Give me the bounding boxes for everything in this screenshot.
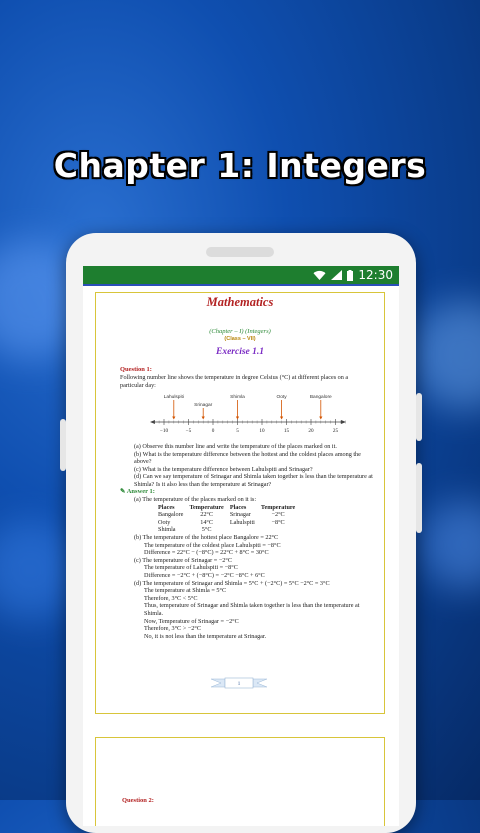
doc-title: Mathematics — [206, 295, 274, 309]
phone-side-button — [60, 419, 66, 471]
doc-exercise: Exercise 1.1 — [215, 347, 265, 357]
answer-line: The temperature of the coldest place Lahulspiti = −8°C — [144, 541, 281, 549]
question-part: (d) Can we say temperature of Srinagar and Shimla taken together is less than the temperature at Shimla? Is it also less than the temperature at Srinagar? — [134, 473, 373, 488]
answer-line: Therefore, 3°C > −2°C — [144, 625, 201, 633]
answer-line: The temperature at Shimla = 5°C — [144, 587, 227, 595]
number-line-tick-label: 10 — [259, 428, 265, 434]
answer-line: Difference = −2°C + (−8°C) = −2°C −8°C + 6°C — [144, 571, 265, 579]
answer-line: No, it is not less than the temperature at Srinagar. — [144, 632, 267, 640]
answer-body — [134, 496, 374, 640]
page-number-ribbon — [211, 677, 267, 689]
table-cell: −2°C — [271, 511, 285, 519]
answer-line: (c) The temperature of Srinagar = −2°C — [134, 556, 232, 564]
arrow-down-icon — [319, 417, 322, 420]
number-line-tick-label: 25 — [332, 428, 339, 434]
table-row — [158, 526, 301, 534]
phone-side-button — [416, 393, 422, 441]
table-header: Places — [229, 503, 247, 511]
number-line-tick-label: −10 — [159, 428, 169, 434]
table-cell: Ooty — [158, 518, 171, 526]
phone-screen — [83, 266, 399, 826]
table-cell: 14°C — [200, 518, 214, 526]
battery-icon — [347, 270, 353, 281]
question-part: (c) What is the temperature difference between Lahulspiti and Srinagar? — [134, 465, 313, 473]
arrow-down-icon — [202, 417, 205, 420]
document-page[interactable] — [95, 292, 385, 714]
table-cell: Lahulspiti — [229, 518, 255, 526]
place-label: Ooty — [276, 395, 287, 400]
status-bar — [83, 266, 399, 284]
page-number: 1 — [237, 681, 241, 688]
place-label: Bangalore — [309, 395, 332, 400]
table-header: Temperature — [260, 503, 296, 511]
place-label: Shimla — [230, 395, 245, 400]
answer-line: (d) The temperature of Srinagar and Shimla = 5°C + (−2°C) = 5°C −2°C = 3°C — [134, 579, 330, 587]
wifi-icon — [313, 270, 326, 280]
answer-line: (b) The temperature of the hottest place Bangalore = 22°C — [134, 533, 279, 541]
answer-heading-label: Answer 1: — [126, 488, 155, 495]
doc-class: (Class – VII) — [224, 336, 256, 342]
number-line-tick-label: 5 — [236, 428, 239, 434]
table-cell: Shimla — [158, 526, 176, 534]
status-time: 12:30 — [358, 268, 393, 282]
answer-line: The temperature of Lahulspiti = −8°C — [144, 564, 238, 572]
question-heading: Question 2: — [122, 797, 154, 804]
question-text: Following number line shows the temperature in degree Celsius (°C) at different places on a particular day: — [120, 374, 349, 389]
answer-heading — [120, 488, 155, 496]
question-part: (a) Observe this number line and write the temperature of the places marked on it. — [134, 443, 337, 450]
number-line-figure — [148, 394, 348, 444]
table-cell: 22°C — [200, 511, 214, 519]
table-row — [158, 519, 301, 527]
answer-line: Now, Temperature of Srinagar = −2°C — [144, 617, 239, 625]
table-cell: −8°C — [271, 518, 285, 526]
signal-icon — [331, 270, 342, 280]
answer-line: Difference = 22°C − (−8°C) = 22°C + 8°C = 30°C — [144, 549, 269, 557]
table-cell — [230, 526, 261, 534]
table-header: Places — [158, 503, 175, 511]
toolbar-strip — [83, 284, 399, 286]
number-line-tick-label: 20 — [308, 428, 314, 434]
table-header: Temperature — [189, 503, 224, 511]
question-heading: Question 1: — [120, 366, 152, 373]
phone-frame — [66, 233, 416, 833]
question-parts — [134, 443, 374, 489]
temperature-table — [158, 504, 301, 534]
question-part: (b) What is the temperature difference between the hottest and the coldest places among the above? — [134, 450, 361, 466]
pencil-icon: ✎ — [120, 488, 126, 495]
answer-line: Thus, temperature of Srinagar and Shimla taken together is less than the temperature at Shimla. — [144, 602, 360, 617]
bokeh-light — [420, 500, 480, 590]
arrow-down-icon — [236, 417, 239, 420]
table-cell: Bangalore — [158, 511, 184, 519]
arrow-down-icon — [280, 417, 283, 420]
table-cell: 5°C — [201, 526, 212, 534]
phone-side-button — [416, 463, 422, 533]
document-page-2[interactable] — [95, 737, 385, 826]
number-line-tick-label: 15 — [283, 428, 290, 434]
table-cell: Srinagar — [229, 511, 251, 519]
banner-title: Chapter 1: Integers — [53, 146, 427, 185]
number-line-tick-label: −5 — [185, 428, 192, 434]
place-label: Lahulspiti — [163, 395, 184, 400]
answer-line: Therefore, 3°C < 5°C — [144, 594, 198, 602]
answer-line: (a) The temperature of the places marked on it is: — [134, 496, 257, 503]
arrow-down-icon — [172, 417, 175, 420]
phone-speaker — [206, 247, 274, 257]
place-label: Srinagar — [194, 403, 213, 408]
doc-chapter: (Chapter – I) (Integers) — [209, 328, 271, 335]
table-cell — [261, 526, 301, 534]
table-row — [158, 511, 301, 519]
number-line-tick-label: 0 — [211, 428, 215, 434]
